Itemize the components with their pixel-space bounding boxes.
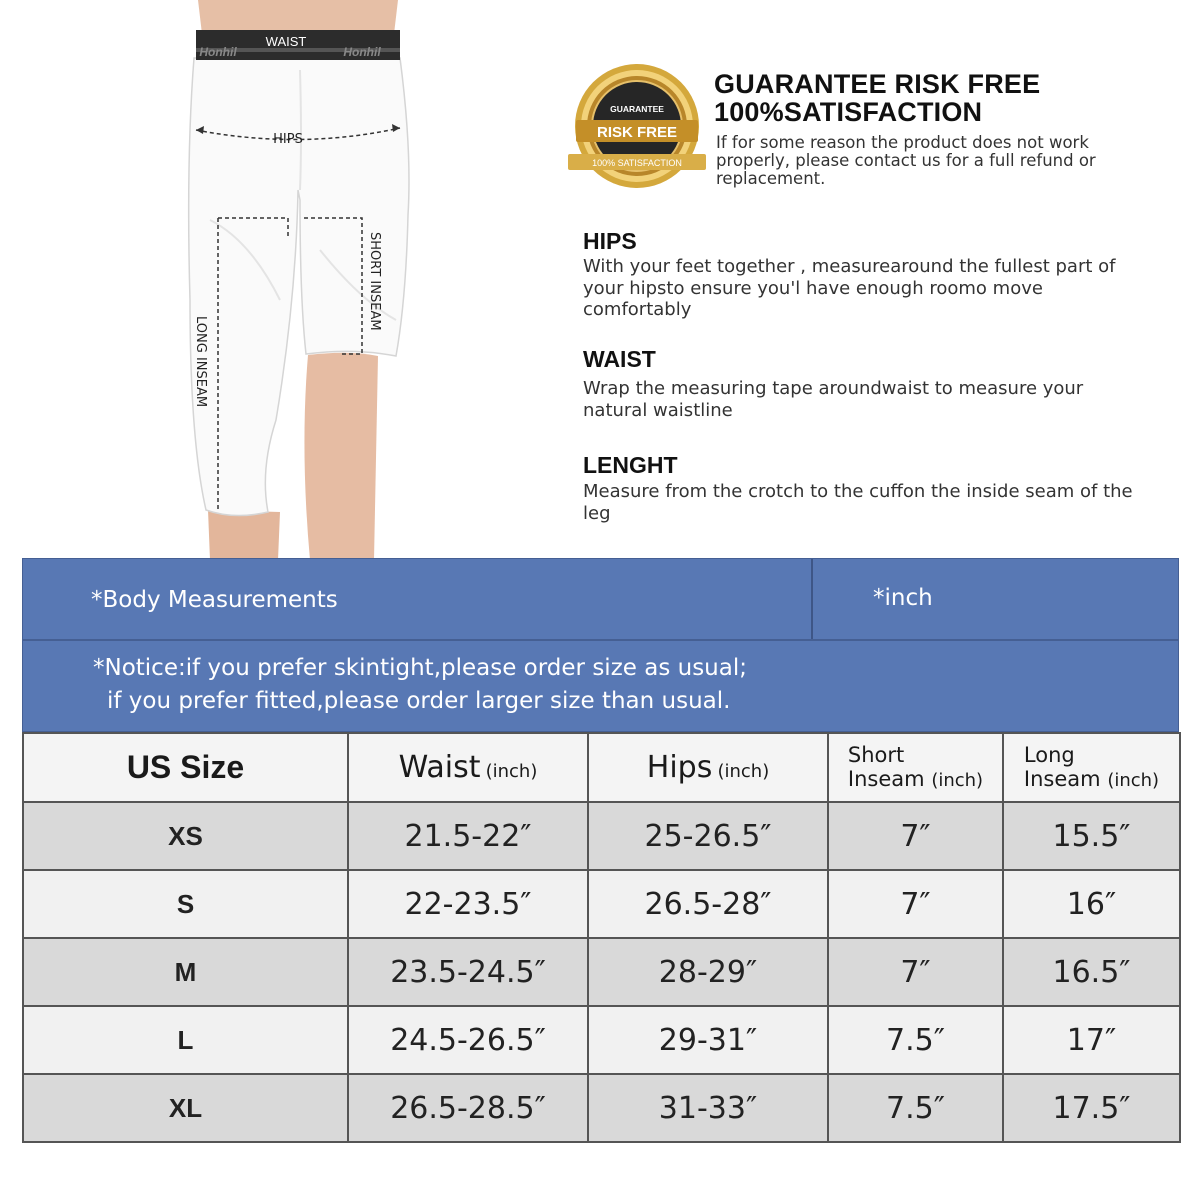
header-short-inseam-text xyxy=(848,743,983,793)
unit-label: *inch xyxy=(873,585,933,611)
header-waist-label: Waist xyxy=(398,750,481,785)
table-row xyxy=(23,1074,1180,1142)
table-row xyxy=(23,802,1180,870)
band-divider xyxy=(811,559,813,639)
badge-line1: GUARANTEE xyxy=(610,104,664,114)
header-hips-unit: (inch) xyxy=(717,761,770,782)
waist-heading: WAIST xyxy=(583,346,656,372)
header-long-unit: (inch) xyxy=(1107,769,1160,791)
size-cell: M xyxy=(23,938,348,1006)
product-image xyxy=(150,0,450,560)
torso-skin xyxy=(198,0,398,34)
long-inseam-cell: 17.5″ xyxy=(1003,1074,1180,1142)
header-short-unit: (inch) xyxy=(931,769,984,791)
size-cell: XS xyxy=(23,802,348,870)
header-long-line2: Inseam xyxy=(1023,766,1101,791)
hips-cell: 31-33″ xyxy=(588,1074,828,1142)
waist-cell: 22-23.5″ xyxy=(348,870,588,938)
header-long-inseam-text xyxy=(1024,743,1159,793)
length-text: Measure from the crotch to the cuffon the inside seam of the leg xyxy=(583,481,1133,524)
hips-cell: 28-29″ xyxy=(588,938,828,1006)
notice-line1: *Notice:if you prefer skintight,please order size as usual; xyxy=(93,655,747,681)
header-hips-label: Hips xyxy=(646,750,713,785)
short-inseam-cell: 7″ xyxy=(828,938,1003,1006)
long-inseam-label: LONG INSEAM xyxy=(193,316,208,408)
short-inseam-cell: 7.5″ xyxy=(828,1006,1003,1074)
notice-band xyxy=(22,640,1179,732)
waist-cell: 21.5-22″ xyxy=(348,802,588,870)
guarantee-badge xyxy=(566,62,708,190)
size-cell: S xyxy=(23,870,348,938)
long-inseam-cell: 17″ xyxy=(1003,1006,1180,1074)
badge-line2: RISK FREE xyxy=(596,124,678,141)
short-inseam-label: SHORT INSEAM xyxy=(367,232,382,331)
header-short-line2: Inseam xyxy=(847,766,925,791)
hips-cell: 26.5-28″ xyxy=(588,870,828,938)
guarantee-title-line2: 100%SATISFACTION xyxy=(714,97,983,127)
hips-heading: HIPS xyxy=(583,228,637,254)
long-inseam-cell: 16.5″ xyxy=(1003,938,1180,1006)
hips-label: HIPS xyxy=(273,132,303,147)
waist-cell: 24.5-26.5″ xyxy=(348,1006,588,1074)
guarantee-title xyxy=(714,70,1040,126)
size-chart-table xyxy=(22,732,1181,1143)
short-inseam-cell: 7″ xyxy=(828,802,1003,870)
size-cell: XL xyxy=(23,1074,348,1142)
header-long-line1: Long xyxy=(1023,742,1075,767)
hips-text: With your feet together , measurearound the fullest part of your hipsto ensure you'l have enough roomo move comfortably xyxy=(583,256,1116,320)
table-row xyxy=(23,870,1180,938)
header-hips xyxy=(588,733,828,802)
body-measurements-label: *Body Measurements xyxy=(91,587,338,613)
size-cell: L xyxy=(23,1006,348,1074)
waistband-label: WAIST xyxy=(265,34,307,49)
hips-cell: 29-31″ xyxy=(588,1006,828,1074)
short-inseam-cell: 7″ xyxy=(828,870,1003,938)
header-short-line1: Short xyxy=(847,742,905,767)
header-us-size-label: US Size xyxy=(126,749,245,785)
length-heading: LENGHT xyxy=(583,452,678,478)
guarantee-text: If for some reason the product does not work properly, please contact us for a full refund or replacement. xyxy=(716,133,1096,188)
waist-cell: 26.5-28.5″ xyxy=(348,1074,588,1142)
header-long-inseam xyxy=(1003,733,1180,802)
long-inseam-cell: 15.5″ xyxy=(1003,802,1180,870)
short-inseam-cell: 7.5″ xyxy=(828,1074,1003,1142)
hips-cell: 25-26.5″ xyxy=(588,802,828,870)
right-knee-skin xyxy=(304,353,378,560)
notice-line2: if you prefer fitted,please order larger size than usual. xyxy=(107,688,731,714)
waistband-brand-2: Honhil xyxy=(343,45,381,59)
table-row xyxy=(23,1006,1180,1074)
measurement-header-band xyxy=(22,558,1179,640)
table-row xyxy=(23,938,1180,1006)
table-header-row xyxy=(23,733,1180,802)
badge-line3: 100% SATISFACTION xyxy=(592,158,682,168)
waist-cell: 23.5-24.5″ xyxy=(348,938,588,1006)
waist-text: Wrap the measuring tape aroundwaist to measure your natural waistline xyxy=(583,378,1084,421)
long-inseam-cell: 16″ xyxy=(1003,870,1180,938)
left-calf-skin xyxy=(208,510,280,560)
header-short-inseam xyxy=(828,733,1003,802)
header-waist-unit: (inch) xyxy=(485,761,538,782)
waistband-brand: Honhil xyxy=(199,45,237,59)
guarantee-title-line1: GUARANTEE RISK FREE xyxy=(714,69,1041,99)
header-us-size xyxy=(23,733,348,802)
header-waist xyxy=(348,733,588,802)
